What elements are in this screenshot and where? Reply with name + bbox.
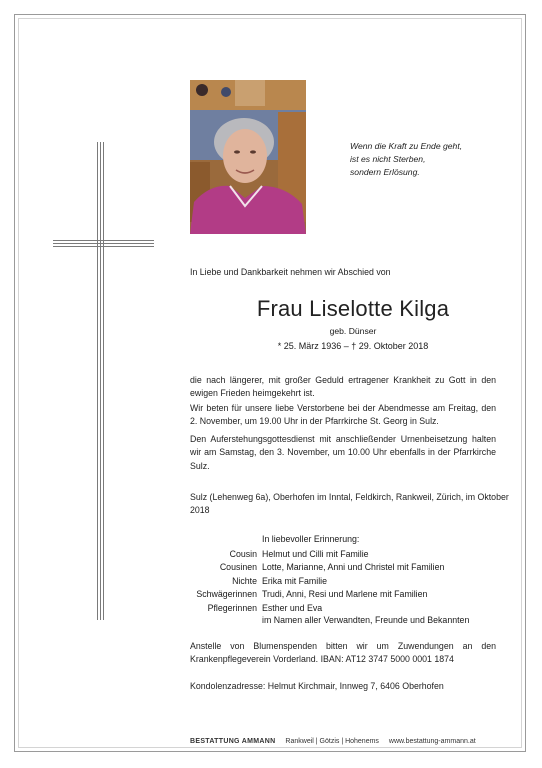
quote-line: ist es nicht Sterben, [350,154,426,164]
relation-names: Trudi, Anni, Resi und Marlene mit Familien [262,589,428,600]
quote [350,140,510,179]
relative-row [190,575,444,588]
relation-label: Nichte [232,575,257,586]
relatives-extra: im Namen aller Verwandten, Freunde und Bekannten [262,615,470,625]
portrait-photo [190,80,306,234]
place-and-date: Sulz (Lehenweg 6a), Oberhofen im Inntal, Feldkirch, Rankweil, Zürich, im Oktober 2018 [190,492,509,516]
life-dates: * 25. März 1936 – † 29. Oktober 2018 [277,341,429,351]
relation-names: Helmut und Cilli mit Familie [262,549,369,559]
company-name: BESTATTUNG AMMANN [190,738,276,745]
paragraph-funeral-service: Den Auferstehungsgottesdienst mit anschließender Urnenbeisetzung halten wir am Samstag, den 3. November, um 10.00 Uhr ebenfalls in der Pfarrkirche Sulz. [190,434,496,471]
relation-label: Schwägerinnen [196,589,257,600]
cross-vertical-lines [97,142,106,620]
relatives-intro: In liebevoller Erinnerung: [262,534,360,544]
relative-row [190,561,444,574]
company-locations: Rankweil | Götzis | Hohenems [285,738,379,745]
born-name: geb. Dünser [329,326,377,336]
relatives-list [190,548,444,615]
relative-row [190,588,444,601]
relation-names: Lotte, Marianne, Anni und Christel mit Familien [262,562,445,573]
deceased-name: Frau Liselotte Kilga [256,296,450,321]
paragraph-evening-mass: Wir beten für unsere liebe Verstorbene bei der Abendmesse am Freitag, den 2. November, um 19.00 Uhr in der Pfarrkirche St. Georg in Sulz. [190,403,496,427]
relation-label: Pflegerinnen [207,602,257,613]
footer [190,738,476,745]
quote-line: sondern Erlösung. [350,167,420,177]
company-website[interactable]: www.bestattung-ammann.at [388,738,476,745]
relation-label: Cousinen [219,562,257,573]
cross-horizontal-lines [53,240,154,249]
intro-text: In Liebe und Dankbarkeit nehmen wir Abschied von [190,267,391,277]
donation-note: Anstelle von Blumenspenden bitten wir um Zuwendungen an den Krankenpflegeverein Vorderland. IBAN: AT12 3747 5000 0001 1874 [190,641,496,665]
relative-row [190,602,444,615]
relation-names: Erika mit Familie [262,575,328,586]
paragraph-passing: die nach längerer, mit großer Geduld ertragener Krankheit zu Gott in den ewigen Frieden heimgekehrt ist. [190,375,496,399]
relative-row [190,548,444,561]
relation-label: Cousin [229,549,257,559]
quote-line: Wenn die Kraft zu Ende geht, [350,141,463,151]
relation-names: Esther und Eva [262,602,323,613]
condolence-address: Kondolenzadresse: Helmut Kirchmair, Innweg 7, 6406 Oberhofen [190,681,444,691]
